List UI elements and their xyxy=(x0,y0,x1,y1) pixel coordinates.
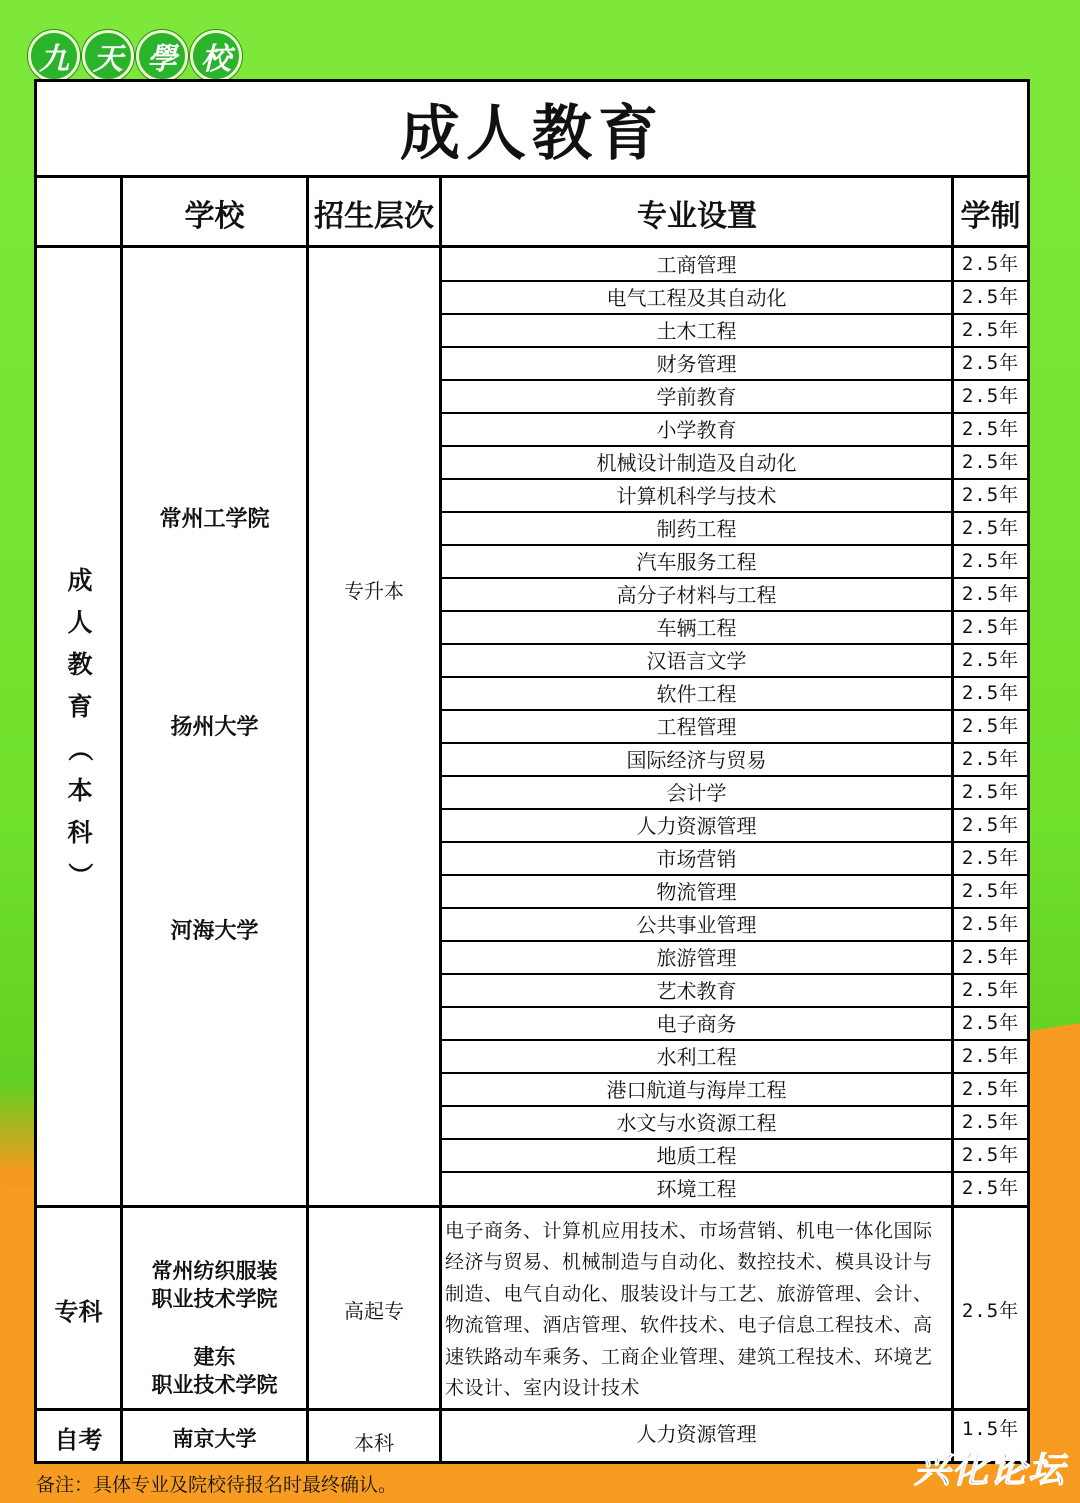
major-name: 人力资源管理 xyxy=(636,814,757,838)
school-jiandong xyxy=(123,1340,306,1402)
row-divider xyxy=(442,841,1027,843)
major-name: 工商管理 xyxy=(656,253,737,277)
logo-char: 校 xyxy=(190,30,242,82)
major-name: 机械设计制造及自动化 xyxy=(596,451,797,475)
page-title: 成人教育 xyxy=(37,82,1027,178)
section-divider xyxy=(37,1205,1027,1208)
major-name: 电气工程及其自动化 xyxy=(606,286,787,310)
years-selfstudy: 1.5年 xyxy=(961,1417,1020,1440)
major-years: 2.5年 xyxy=(961,385,1020,407)
major-name: 工程管理 xyxy=(656,715,737,739)
major-years: 2.5年 xyxy=(961,781,1020,803)
row-divider xyxy=(442,478,1027,480)
major-years: 2.5年 xyxy=(961,1111,1020,1133)
major-years: 2.5年 xyxy=(961,286,1020,308)
category-char: ） xyxy=(65,862,95,888)
row-divider xyxy=(442,544,1027,546)
row-divider xyxy=(442,610,1027,612)
major-years: 2.5年 xyxy=(961,1078,1020,1100)
school-name-line: 职业技术学院 xyxy=(151,1373,278,1397)
major-years: 2.5年 xyxy=(961,979,1020,1001)
row-divider xyxy=(442,412,1027,414)
level-selfstudy: 本科 xyxy=(354,1430,394,1455)
major-name: 港口航道与海岸工程 xyxy=(606,1078,787,1102)
category-college: 专科 xyxy=(54,1298,103,1326)
school-name-line: 职业技术学院 xyxy=(151,1287,278,1311)
row-divider xyxy=(442,907,1027,909)
row-divider xyxy=(442,676,1027,678)
logo-char: 天 xyxy=(82,30,134,82)
major-name: 财务管理 xyxy=(656,352,737,376)
major-name: 水文与水资源工程 xyxy=(616,1111,777,1135)
major-name: 物流管理 xyxy=(656,880,737,904)
major-years: 2.5年 xyxy=(961,451,1020,473)
category-char: 本 xyxy=(67,776,93,805)
major-name: 地质工程 xyxy=(656,1144,737,1168)
category-char: 科 xyxy=(67,818,93,847)
row-divider xyxy=(442,874,1027,876)
major-years: 2.5年 xyxy=(961,1012,1020,1034)
row-divider xyxy=(442,379,1027,381)
major-name: 电子商务 xyxy=(656,1012,737,1036)
major-years: 2.5年 xyxy=(961,1045,1020,1067)
major-years: 2.5年 xyxy=(961,616,1020,638)
major-name: 国际经济与贸易 xyxy=(626,748,767,772)
school-name-line: 建东 xyxy=(193,1345,236,1369)
major-selfstudy: 人力资源管理 xyxy=(636,1422,757,1446)
major-name: 艺术教育 xyxy=(656,979,737,1003)
major-years: 2.5年 xyxy=(961,352,1020,374)
row-divider xyxy=(442,1072,1027,1074)
row-divider xyxy=(442,1171,1027,1173)
major-years: 2.5年 xyxy=(961,583,1020,605)
major-name: 高分子材料与工程 xyxy=(616,583,777,607)
header-years: 学制 xyxy=(960,199,1021,234)
major-years: 2.5年 xyxy=(961,1144,1020,1166)
row-divider xyxy=(442,577,1027,579)
program-table xyxy=(34,79,1030,1464)
row-divider xyxy=(442,346,1027,348)
level-college: 高起专 xyxy=(344,1299,404,1323)
major-years: 2.5年 xyxy=(961,550,1020,572)
major-name: 学前教育 xyxy=(656,385,737,409)
major-name: 制药工程 xyxy=(656,517,737,541)
row-divider xyxy=(442,940,1027,942)
row-divider xyxy=(442,775,1027,777)
major-name: 土木工程 xyxy=(656,319,737,343)
major-years: 2.5年 xyxy=(961,880,1020,902)
major-name: 小学教育 xyxy=(656,418,737,442)
major-name: 公共事业管理 xyxy=(636,913,757,937)
row-divider xyxy=(442,1105,1027,1107)
header-major: 专业设置 xyxy=(637,199,757,234)
major-name: 旅游管理 xyxy=(656,946,737,970)
major-years: 2.5年 xyxy=(961,418,1020,440)
major-years: 2.5年 xyxy=(961,649,1020,671)
school-changzhou-institute: 常州工学院 xyxy=(159,506,270,532)
category-selfstudy: 自考 xyxy=(54,1426,103,1454)
major-name: 水利工程 xyxy=(656,1045,737,1069)
level-undergrad: 专升本 xyxy=(344,578,404,603)
major-name: 环境工程 xyxy=(656,1177,737,1201)
school-hohai-university: 河海大学 xyxy=(170,918,259,944)
category-undergrad xyxy=(37,248,123,1208)
category-char: 人 xyxy=(67,608,93,637)
major-years: 2.5年 xyxy=(961,319,1020,341)
major-name: 汉语言文学 xyxy=(646,649,747,673)
row-divider xyxy=(442,445,1027,447)
major-name: 软件工程 xyxy=(656,682,737,706)
row-divider xyxy=(442,808,1027,810)
major-years: 2.5年 xyxy=(961,253,1020,275)
row-divider xyxy=(442,742,1027,744)
major-years: 2.5年 xyxy=(961,748,1020,770)
category-char: 成 xyxy=(67,566,93,595)
row-divider xyxy=(442,973,1027,975)
college-majors-paragraph: 电子商务、计算机应用技术、市场营销、机电一体化国际经济与贸易、机械制造与自动化、数控技术、模具设计与制造、电气自动化、服装设计与工艺、旅游管理、会计、物流管理、酒店管理、软件技术、电子信息工程技术、高速铁路动车乘务、工商企业管理、建筑工程技术、环境艺术设计、室内设计技术 xyxy=(445,1219,933,1399)
major-years: 2.5年 xyxy=(961,517,1020,539)
major-years: 2.5年 xyxy=(961,847,1020,869)
major-years: 2.5年 xyxy=(961,814,1020,836)
row-divider xyxy=(442,709,1027,711)
category-char: （ xyxy=(65,736,95,762)
major-name: 会计学 xyxy=(666,781,727,805)
row-divider xyxy=(442,1039,1027,1041)
major-years: 2.5年 xyxy=(961,715,1020,737)
school-changzhou-textile xyxy=(123,1254,306,1316)
major-years: 2.5年 xyxy=(961,682,1020,704)
row-divider xyxy=(442,643,1027,645)
category-char: 教 xyxy=(67,650,93,679)
major-years: 2.5年 xyxy=(961,913,1020,935)
row-divider xyxy=(442,1138,1027,1140)
row-divider xyxy=(442,511,1027,513)
major-name: 市场营销 xyxy=(656,847,737,871)
school-name-line: 常州纺织服装 xyxy=(151,1259,278,1283)
major-years: 2.5年 xyxy=(961,484,1020,506)
header-level: 招生层次 xyxy=(314,199,434,234)
years-college: 2.5年 xyxy=(961,1300,1020,1322)
row-divider xyxy=(442,313,1027,315)
row-divider xyxy=(442,280,1027,282)
row-divider xyxy=(442,1006,1027,1008)
logo-char: 學 xyxy=(136,30,188,82)
major-name: 汽车服务工程 xyxy=(636,550,757,574)
major-years: 2.5年 xyxy=(961,946,1020,968)
category-char: 育 xyxy=(67,692,93,721)
logo-char: 九 xyxy=(28,30,80,82)
header-school: 学校 xyxy=(184,199,245,234)
major-name: 车辆工程 xyxy=(656,616,737,640)
major-name: 计算机科学与技术 xyxy=(616,484,777,508)
college-majors-text xyxy=(445,1210,950,1410)
school-logo xyxy=(28,30,242,82)
footnote: 备注：具体专业及院校待报名时最终确认。 xyxy=(36,1474,398,1496)
school-nanjing-university: 南京大学 xyxy=(172,1426,257,1451)
major-years: 2.5年 xyxy=(961,1177,1020,1199)
school-yangzhou-university: 扬州大学 xyxy=(170,714,259,740)
forum-watermark: 兴化论坛 xyxy=(913,1450,1066,1491)
